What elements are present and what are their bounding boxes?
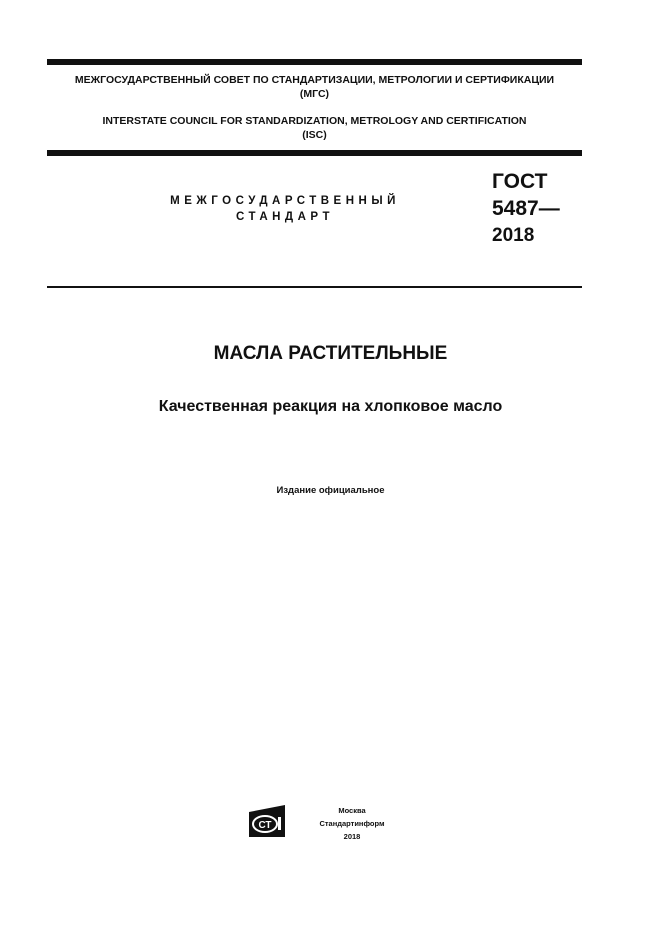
document-subtitle: Качественная реакция на хлопковое масло — [158, 398, 503, 415]
council-en-abbr: (ISC) — [302, 129, 327, 141]
standard-type — [150, 193, 420, 225]
publisher-info — [300, 804, 404, 843]
standard-type-line2: СТАНДАРТ — [236, 211, 334, 223]
divider-rule — [47, 286, 582, 288]
svg-text:СТ: СТ — [258, 820, 272, 831]
gost-number: 5487— — [492, 197, 560, 220]
top-rule — [47, 59, 582, 65]
council-ru-abbr: (МГС) — [299, 88, 330, 100]
standard-type-line1: МЕЖГОСУДАРСТВЕННЫЙ — [170, 195, 400, 207]
document-title: МАСЛА РАСТИТЕЛЬНЫЕ — [213, 343, 448, 364]
council-ru — [47, 73, 582, 101]
council-ru-name: МЕЖГОСУДАРСТВЕННЫЙ СОВЕТ ПО СТАНДАРТИЗАЦИИ, МЕТРОЛОГИИ И СЕРТИФИКАЦИИ — [74, 74, 555, 86]
publisher-year: 2018 — [343, 832, 361, 841]
gost-year: 2018 — [492, 225, 535, 246]
header-bottom-rule — [47, 150, 582, 156]
publisher-name: Стандартинформ — [319, 819, 385, 828]
council-en-name: INTERSTATE COUNCIL FOR STANDARDIZATION, METROLOGY AND CERTIFICATION — [102, 115, 527, 127]
publisher-city: Москва — [338, 806, 366, 815]
gost-label: ГОСТ — [492, 170, 548, 193]
edition-note: Издание официальное — [276, 485, 385, 496]
gost-designation — [492, 168, 560, 249]
publisher-logo — [248, 804, 286, 838]
council-en — [47, 114, 582, 142]
